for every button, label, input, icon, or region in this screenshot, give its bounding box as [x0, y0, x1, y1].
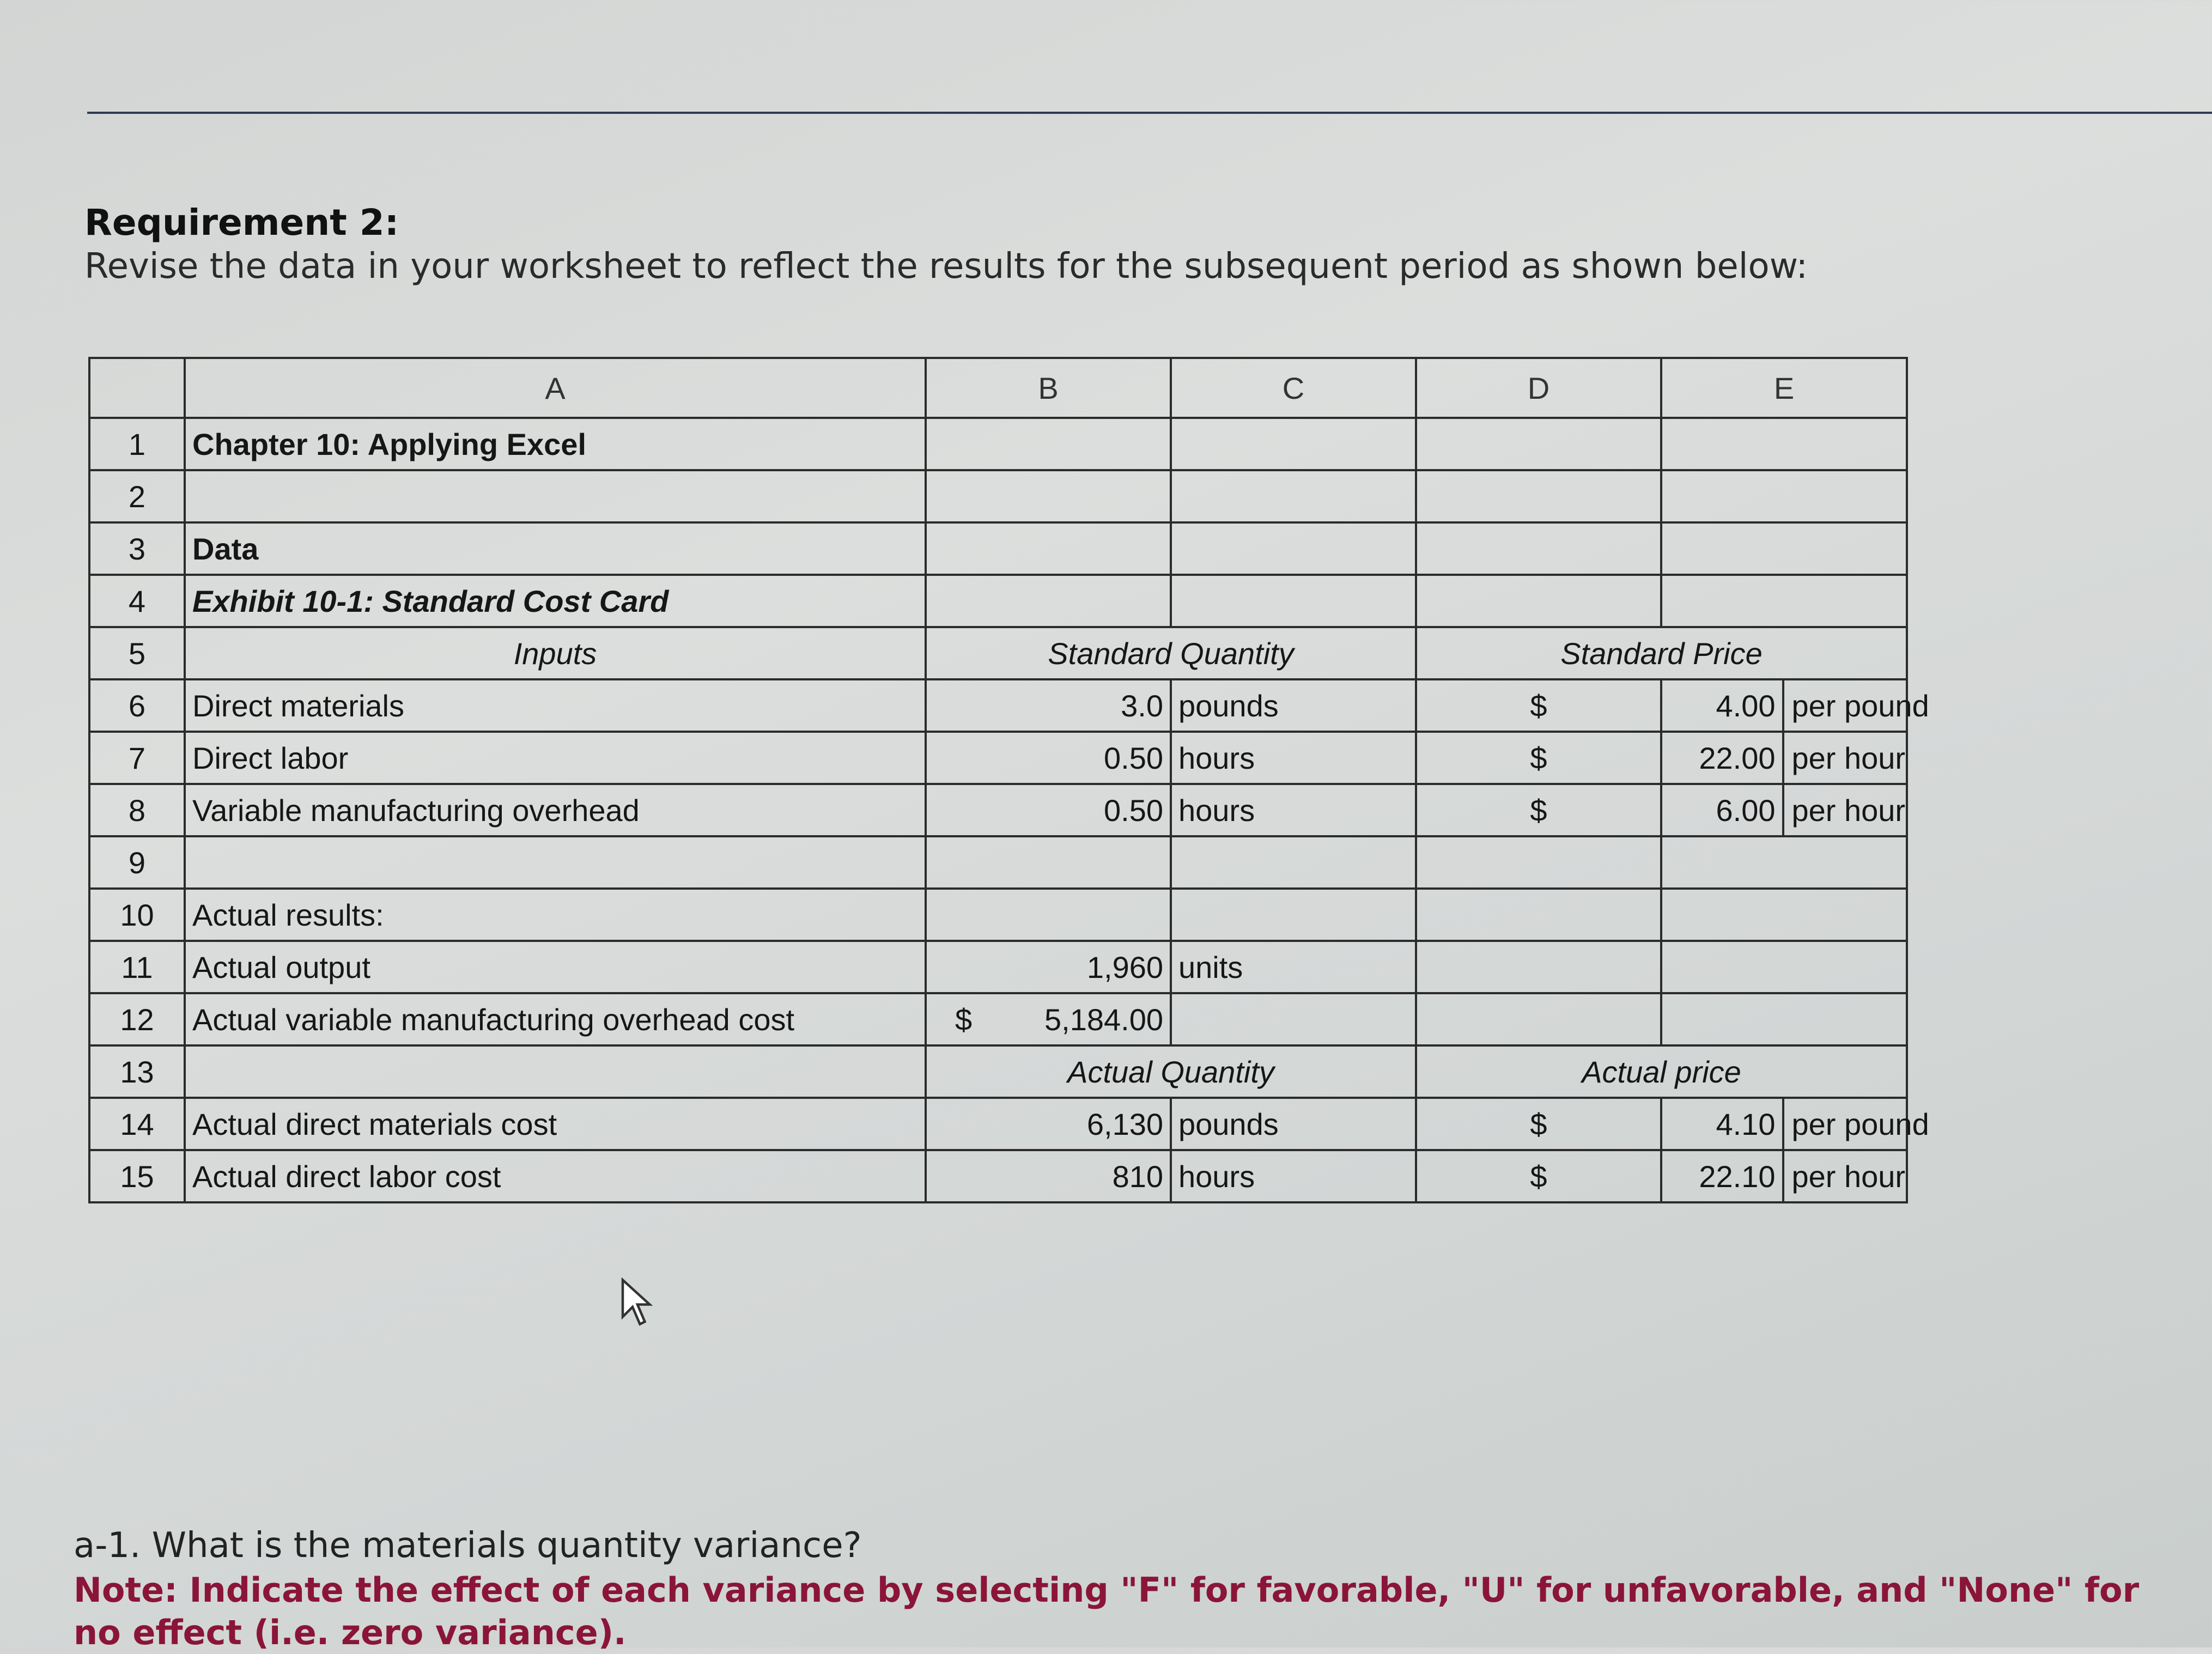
column-header-b[interactable]: B	[926, 358, 1171, 418]
row-number[interactable]: 10	[89, 889, 185, 941]
cell[interactable]	[1171, 889, 1416, 941]
cell-a4[interactable]: Exhibit 10-1: Standard Cost Card	[185, 575, 926, 627]
table-row	[89, 679, 1907, 732]
cell-e8[interactable]	[1661, 784, 1907, 836]
cell-a8[interactable]: Variable manufacturing overhead	[185, 784, 926, 836]
cell-b7[interactable]: 0.50	[926, 732, 1171, 784]
row-number[interactable]: 1	[89, 418, 185, 470]
cell-d5-standard-price[interactable]: Standard Price	[1416, 627, 1907, 679]
table-row	[89, 1098, 1907, 1150]
cell[interactable]	[1171, 993, 1416, 1045]
cell-b6[interactable]: 3.0	[926, 679, 1171, 732]
cell-b5-standard-quantity[interactable]: Standard Quantity	[926, 627, 1416, 679]
cell-b15[interactable]: 810	[926, 1150, 1171, 1202]
question-note: Note: Indicate the effect of each variance by selecting "F" for favorable, "U" for unfavorable, and "None" for no effect (i.e. zero variance).	[74, 1570, 2140, 1652]
row-number[interactable]: 8	[89, 784, 185, 836]
cell[interactable]	[1416, 993, 1661, 1045]
cell-a1[interactable]: Chapter 10: Applying Excel	[185, 418, 926, 470]
column-header-d[interactable]: D	[1416, 358, 1661, 418]
cell-a15[interactable]: Actual direct labor cost	[185, 1150, 926, 1202]
cell-b8[interactable]: 0.50	[926, 784, 1171, 836]
cell-c11[interactable]: units	[1171, 941, 1416, 993]
cell[interactable]	[1661, 993, 1907, 1045]
cell-e15[interactable]	[1661, 1150, 1907, 1202]
cell[interactable]	[926, 836, 1171, 889]
cell-c8[interactable]: hours	[1171, 784, 1416, 836]
table-row	[89, 522, 1907, 575]
row-number[interactable]: 6	[89, 679, 185, 732]
cell[interactable]	[1171, 418, 1416, 470]
cell[interactable]	[1661, 470, 1907, 522]
cell[interactable]	[1171, 575, 1416, 627]
cell-d7[interactable]: $	[1416, 732, 1661, 784]
cell[interactable]	[1416, 889, 1661, 941]
table-row	[89, 993, 1907, 1045]
table-row	[89, 418, 1907, 470]
cell[interactable]	[1661, 522, 1907, 575]
table-row	[89, 836, 1907, 889]
cell-d8[interactable]: $	[1416, 784, 1661, 836]
row-number[interactable]: 2	[89, 470, 185, 522]
cell-c15[interactable]: hours	[1171, 1150, 1416, 1202]
corner-cell[interactable]	[89, 358, 185, 418]
cell-e6[interactable]	[1661, 679, 1929, 732]
cell[interactable]	[1171, 522, 1416, 575]
table-row	[89, 889, 1907, 941]
table-row	[89, 1045, 1907, 1098]
cell[interactable]	[1661, 889, 1907, 941]
price-unit: per hour	[1791, 1159, 1906, 1194]
cell-d13-actual-price[interactable]: Actual price	[1416, 1045, 1907, 1098]
row-number[interactable]: 4	[89, 575, 185, 627]
divider-line	[87, 112, 2212, 114]
question-label: a-1. What is the materials quantity variance?	[74, 1525, 862, 1566]
cell-a12[interactable]: Actual variable manufacturing overhead cost	[185, 993, 926, 1045]
row-number[interactable]: 9	[89, 836, 185, 889]
price-unit: per hour	[1791, 793, 1906, 828]
cell[interactable]	[185, 836, 926, 889]
requirement-text: Revise the data in your worksheet to reflect the results for the subsequent period as shown below:	[84, 246, 1808, 287]
row-number[interactable]: 11	[89, 941, 185, 993]
cell[interactable]	[1416, 470, 1661, 522]
table-row	[89, 784, 1907, 836]
cell[interactable]	[926, 418, 1171, 470]
row-number[interactable]: 15	[89, 1150, 185, 1202]
cell-e14[interactable]	[1661, 1098, 1929, 1150]
cell-b11[interactable]: 1,960	[926, 941, 1171, 993]
cell-a6[interactable]: Direct materials	[185, 679, 926, 732]
cell[interactable]	[926, 575, 1171, 627]
row-number[interactable]: 3	[89, 522, 185, 575]
cell-b12[interactable]	[926, 993, 1171, 1045]
cell-b13-actual-quantity[interactable]: Actual Quantity	[926, 1045, 1416, 1098]
table-row	[89, 575, 1907, 627]
table-row	[89, 470, 1907, 522]
cell[interactable]	[926, 889, 1171, 941]
column-header-c[interactable]: C	[1171, 358, 1416, 418]
cell[interactable]	[1661, 836, 1907, 889]
cell[interactable]	[1661, 575, 1907, 627]
column-header-a[interactable]: A	[185, 358, 926, 418]
cell-a7[interactable]: Direct labor	[185, 732, 926, 784]
currency-symbol: $	[955, 1002, 973, 1037]
cell-a5[interactable]: Inputs	[185, 627, 926, 679]
row-number[interactable]: 7	[89, 732, 185, 784]
table-row	[89, 1150, 1907, 1202]
cell[interactable]	[1171, 470, 1416, 522]
table-row	[89, 941, 1907, 993]
cell-c14[interactable]: pounds	[1171, 1098, 1416, 1150]
price-value: 22.10	[1669, 1151, 1784, 1201]
cell[interactable]	[1661, 418, 1907, 470]
cell-d14[interactable]: $	[1416, 1098, 1661, 1150]
table-row	[89, 627, 1907, 679]
cell[interactable]	[1416, 575, 1661, 627]
cell-c6[interactable]: pounds	[1171, 679, 1416, 732]
cell-d15[interactable]: $	[1416, 1150, 1661, 1202]
cell[interactable]	[1416, 836, 1661, 889]
cell-d6[interactable]: $	[1416, 679, 1661, 732]
cell-a11[interactable]: Actual output	[185, 941, 926, 993]
requirement-title: Requirement 2:	[84, 202, 399, 244]
mouse-pointer-icon	[618, 1278, 657, 1327]
price-unit: per hour	[1791, 740, 1906, 775]
price-value: 4.00	[1669, 680, 1784, 731]
cell-a14[interactable]: Actual direct materials cost	[185, 1098, 926, 1150]
cell[interactable]	[926, 470, 1171, 522]
cell-c7[interactable]: hours	[1171, 732, 1416, 784]
price-value: 22.00	[1669, 733, 1784, 783]
column-header-e[interactable]: E	[1661, 358, 1907, 418]
cell[interactable]	[185, 470, 926, 522]
price-unit: per pound	[1791, 688, 1929, 723]
cell[interactable]	[185, 1045, 926, 1098]
row-number[interactable]: 14	[89, 1098, 185, 1150]
row-number[interactable]: 13	[89, 1045, 185, 1098]
price-unit: per pound	[1791, 1106, 1929, 1141]
table-row	[89, 732, 1907, 784]
cell[interactable]	[926, 522, 1171, 575]
cell-b14[interactable]: 6,130	[926, 1098, 1171, 1150]
cell-a3[interactable]: Data	[185, 522, 926, 575]
cell[interactable]	[1416, 522, 1661, 575]
cost-value: 5,184.00	[1044, 1002, 1163, 1037]
spreadsheet	[88, 357, 1929, 1203]
cell-e7[interactable]	[1661, 732, 1907, 784]
price-value: 6.00	[1669, 785, 1784, 835]
column-header-row	[89, 358, 1907, 418]
row-number[interactable]: 5	[89, 627, 185, 679]
cell[interactable]	[1416, 941, 1661, 993]
row-number[interactable]: 12	[89, 993, 185, 1045]
cell-a10[interactable]: Actual results:	[185, 889, 926, 941]
cell[interactable]	[1416, 418, 1661, 470]
cell[interactable]	[1661, 941, 1907, 993]
cell[interactable]	[1171, 836, 1416, 889]
price-value: 4.10	[1669, 1099, 1784, 1149]
